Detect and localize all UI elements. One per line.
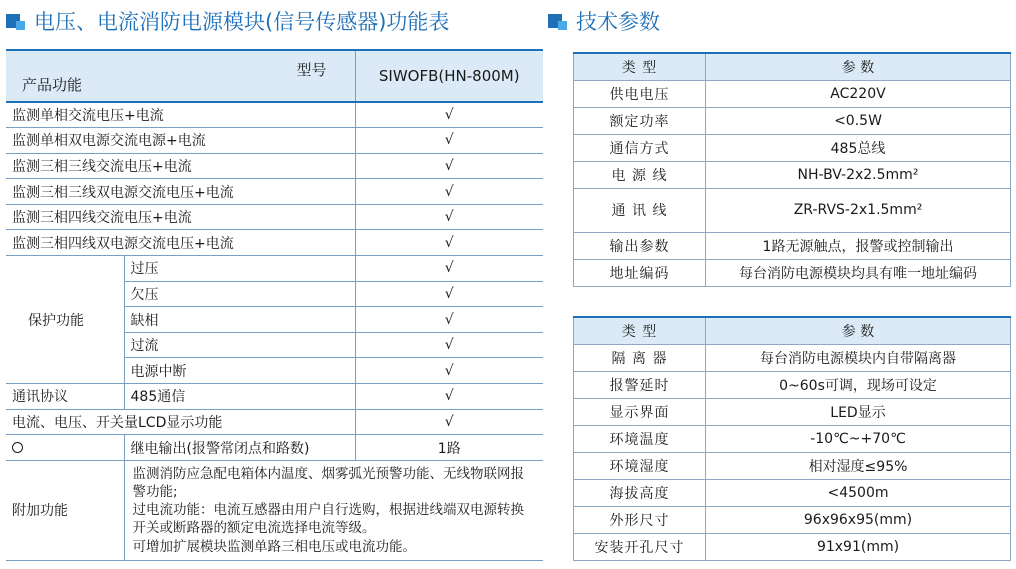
right-heading-title: 技术参数 xyxy=(576,10,660,34)
check-mark: √ xyxy=(355,153,543,179)
check-mark: √ xyxy=(355,307,543,333)
square-marker-icon xyxy=(6,10,28,32)
row-label: 监测三相三线交流电压+电流 xyxy=(6,153,355,179)
table-row xyxy=(574,506,1011,533)
header-type: 类 型 xyxy=(574,317,706,344)
sub-item-label: 电源中断 xyxy=(124,358,355,384)
check-mark: √ xyxy=(355,409,543,435)
table-row xyxy=(574,398,1011,425)
protect-group-label: 保护功能 xyxy=(6,256,124,384)
param-value: ZR-RVS-2x1.5mm² xyxy=(706,188,1011,232)
row-label: 监测三相四线双电源交流电压+电流 xyxy=(6,230,355,256)
param-value: <4500m xyxy=(706,479,1011,506)
table-row xyxy=(574,425,1011,452)
comm-sub-label: 485通信 xyxy=(124,384,355,410)
table-row xyxy=(6,435,543,461)
table-row xyxy=(6,179,543,205)
sub-item-label: 过压 xyxy=(124,256,355,282)
comm-label: 通讯协议 xyxy=(6,384,124,410)
param-value: 每台消防电源模块内自带隔离器 xyxy=(706,344,1011,371)
extra-line: 监测消防应急配电箱体内温度、烟雾弧光预警功能、无线物联网报警功能; xyxy=(132,465,524,501)
relay-value: 1路 xyxy=(355,435,543,461)
extra-line: 可增加扩展模块监测单路三相电压或电流功能。 xyxy=(132,538,416,555)
param-key: 海拔高度 xyxy=(574,479,706,506)
table-row xyxy=(6,102,543,128)
row-label: 监测三相三线双电源交流电压+电流 xyxy=(6,179,355,205)
param-key: 通信方式 xyxy=(574,134,706,161)
header-param: 参 数 xyxy=(706,53,1011,80)
tech-params-table-1 xyxy=(573,52,1011,287)
table-row xyxy=(574,188,1011,232)
table-row xyxy=(574,259,1011,286)
check-mark: √ xyxy=(355,332,543,358)
row-label: 监测单相交流电压+电流 xyxy=(6,102,355,128)
table-row xyxy=(574,479,1011,506)
table-row xyxy=(574,232,1011,259)
circle-icon xyxy=(12,442,23,453)
table-row xyxy=(574,452,1011,479)
param-value: 每台消防电源模块均具有唯一地址编码 xyxy=(706,259,1011,286)
row-label: 监测单相双电源交流电源+电流 xyxy=(6,128,355,154)
table-header-row xyxy=(574,53,1011,80)
param-key: 地址编码 xyxy=(574,259,706,286)
check-mark: √ xyxy=(355,128,543,154)
extra-description xyxy=(124,460,543,560)
check-mark: √ xyxy=(355,281,543,307)
table-row xyxy=(6,230,543,256)
param-value: 96x96x95(mm) xyxy=(706,506,1011,533)
param-value: 0~60s可调，现场可设定 xyxy=(706,371,1011,398)
relay-sub-label: 继电输出(报警常闭点和路数) xyxy=(124,435,355,461)
function-table xyxy=(6,49,543,561)
circle-cell xyxy=(6,435,124,461)
param-value: 1路无源触点，报警或控制输出 xyxy=(706,232,1011,259)
table-row xyxy=(574,344,1011,371)
param-value: 91x91(mm) xyxy=(706,533,1011,560)
extra-line: 过电流功能：电流互感器由用户自行选购，根据进线端双电源转换开关或断路器的额定电流选择电流等级。 xyxy=(132,502,524,537)
right-heading xyxy=(548,6,660,36)
sub-item-label: 缺相 xyxy=(124,307,355,333)
header-type: 类 型 xyxy=(574,53,706,80)
table-row xyxy=(574,134,1011,161)
param-value: NH-BV-2x2.5mm² xyxy=(706,161,1011,188)
check-mark: √ xyxy=(355,256,543,282)
param-key: 环境温度 xyxy=(574,425,706,452)
table-row xyxy=(574,107,1011,134)
param-key: 显示界面 xyxy=(574,398,706,425)
param-key: 隔 离 器 xyxy=(574,344,706,371)
tech-params-table-2 xyxy=(573,316,1011,561)
table-row xyxy=(6,204,543,230)
row-label: 监测三相四线交流电压+电流 xyxy=(6,204,355,230)
header-model-label: 型号 xyxy=(296,61,327,79)
header-func-label: 产品功能 xyxy=(22,76,83,94)
left-heading-title: 电压、电流消防电源模块(信号传感器)功能表 xyxy=(34,10,450,34)
left-heading xyxy=(6,6,449,36)
header-param: 参 数 xyxy=(706,317,1011,344)
sub-item-label: 欠压 xyxy=(124,281,355,307)
param-value: <0.5W xyxy=(706,107,1011,134)
table-row xyxy=(574,80,1011,107)
table-row xyxy=(574,533,1011,560)
param-value: LED显示 xyxy=(706,398,1011,425)
param-key: 电 源 线 xyxy=(574,161,706,188)
table-row xyxy=(6,128,543,154)
param-key: 输出参数 xyxy=(574,232,706,259)
header-diagonal-cell xyxy=(6,50,355,102)
param-key: 额定功率 xyxy=(574,107,706,134)
check-mark: √ xyxy=(355,384,543,410)
table-header-row xyxy=(574,317,1011,344)
table-header-row xyxy=(6,50,543,102)
table-row xyxy=(574,161,1011,188)
table-row xyxy=(6,384,543,410)
param-value: 相对湿度≤95% xyxy=(706,452,1011,479)
check-mark: √ xyxy=(355,179,543,205)
param-value: -10℃~+70℃ xyxy=(706,425,1011,452)
check-mark: √ xyxy=(355,358,543,384)
table-row xyxy=(6,409,543,435)
extra-label: 附加功能 xyxy=(6,460,124,560)
lcd-label: 电流、电压、开关量LCD显示功能 xyxy=(6,409,355,435)
param-key: 外形尺寸 xyxy=(574,506,706,533)
check-mark: √ xyxy=(355,230,543,256)
sub-item-label: 过流 xyxy=(124,332,355,358)
param-key: 环境湿度 xyxy=(574,452,706,479)
table-row xyxy=(574,371,1011,398)
check-mark: √ xyxy=(355,102,543,128)
param-key: 供电电压 xyxy=(574,80,706,107)
square-marker-icon xyxy=(548,10,570,32)
table-row xyxy=(6,256,543,282)
param-value: AC220V xyxy=(706,80,1011,107)
param-value: 485总线 xyxy=(706,134,1011,161)
table-row xyxy=(6,460,543,560)
param-key: 通 讯 线 xyxy=(574,188,706,232)
check-mark: √ xyxy=(355,204,543,230)
table-row xyxy=(6,153,543,179)
param-key: 报警延时 xyxy=(574,371,706,398)
header-model-value: SIWOFB(HN-800M) xyxy=(355,50,543,102)
param-key: 安装开孔尺寸 xyxy=(574,533,706,560)
